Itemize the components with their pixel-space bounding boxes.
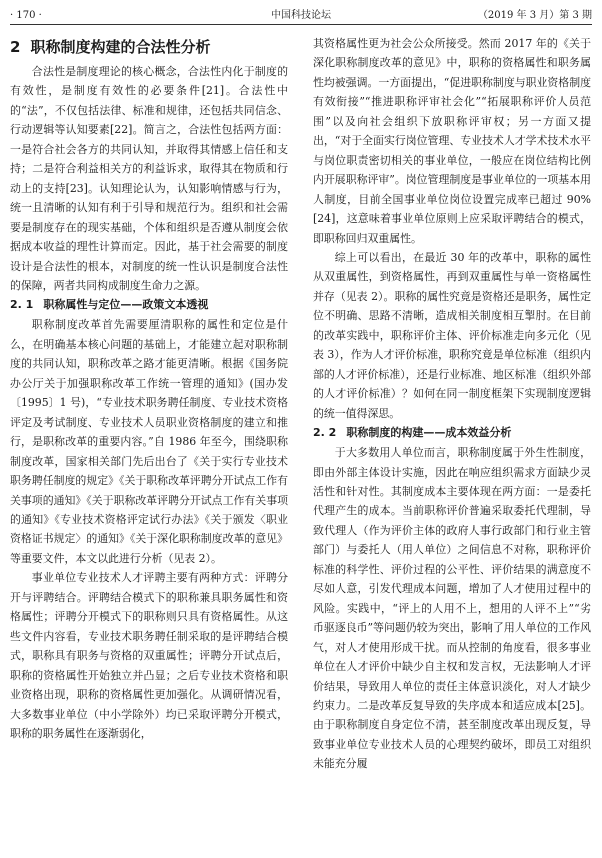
subsection-title: 职称制度的构建——成本效益分析 (346, 426, 512, 440)
journal-name: 中国科技论坛 (271, 10, 331, 21)
issue-info: （2019 年 3 月）第 3 期 (477, 10, 592, 21)
paragraph-evaluation-modes: 事业单位专业技术人才评聘主要有两种方式：评聘分开与评聘结合。评聘结合模式下的职称兼具职务属性和资格属性；评聘分开模式下的职称则只具有资格属性。从这些文件内容看，专业技术职务聘任制采取的是评聘结合模式，职称具有职务与资格的双重属性；评聘分开试点后，职称的资格属性开始独立并凸显；之后专业技术资格和职业资格出现，职称的资格属性更加强化。从调研情况看，大多数事业单位（中小学除外）均已采取评聘分开模式，职称的职务属性在逐渐弱化， (10, 571, 288, 740)
page-number: · 170 · (10, 10, 42, 21)
right-column (313, 34, 591, 854)
subsection-heading-2-2 (313, 423, 591, 443)
paragraph-policy-texts: 职称制度改革首先需要厘清职称的属性和定位是什么，在明确基本核心问题的基础上，才能建立起对职称制度的共同认知，职称改革之路才能更清晰。根据《国务院办公厅关于加强职称改革工作统一管理的通知》(国办发〔1995〕1 号)，“专业技术职务聘任制度、专业技术资格评定及考试制度、专业技术人员职业资格制度的建立和推行，是职称改革的重要内容。”自 1986 年至今，围绕职称制度改革，国家相关部门先后出台了《关于实行专业技术职务聘任制度的规定》《关于职称改革评聘分开试点工作有关事项的通知》《关于职称改革评聘分开试点工作有关事项的通知》《专业技术资格评定试行办法》《关于颁发〈职业资格证书规定〉的通知》《关于深化职称制度改革的意见》等重要文件，本文以此进行分析（见表 2）。 (10, 318, 288, 565)
left-column (10, 34, 288, 854)
paragraph-summary: 综上可以看出，在最近 30 年的改革中，职称的属性从双重属性，到资格属性，再到双重属性与单一资格属性并存（见表 2）。职称的属性究竟是资格还是职务，属性定位不明确、思路不清晰，造成相关制度相互掣肘。在目前的改革实践中，职称评价主体、评价标准走向多元化（见表 3），作为人才评价标准，职称究竟是单位标准（组织内部的人才评价标准），还是行业标准、地区标准（组织外部的人才评价标准）？如何在同一制度框架下实现制度逻辑的统一值得深思。 (313, 250, 591, 420)
section-number: 2 (10, 38, 21, 56)
subsection-number: 2. 1 (10, 298, 34, 312)
running-header (10, 8, 592, 25)
paragraph-cost-benefit: 于大多数用人单位而言，职称制度属于外生性制度，即由外部主体设计实施，因此在响应组织需求方面缺少灵活性和针对性。其制度成本主要体现在两方面：一是委托代理产生的成本。当前职称评价普遍采取委托代理制，导致代理人（作为评价主体的政府人事行政部门和行业主管部门）与委托人（用人单位）之间信息不对称，职称评价标准的科学性、评价过程的公平性、评价结果的满意度不尽如人意，引发代理成本问题，增加了人才使用过程中的风险。实践中，“评上的人用不上，想用的人评不上”“劣币驱逐良币”等问题仍较为突出，影响了用人单位的工作风气，对人才使用形成干扰。而从控制的角度看，很多事业单位在人才评价中缺少自主权和发言权，无法影响人才评价结果，导致用人单位的责任主体意识淡化，对人才缺少约束力。二是改革反复导致的失序成本和适应成本[25]。由于职称制度自身定位不清，甚至制度改革出现反复，导致事业单位专业技术人员的心理契约破坏，即员工对组织未能充分履 (313, 446, 591, 771)
section-title: 职称制度构建的合法性分析 (30, 38, 211, 56)
subsection-number: 2. 2 (313, 426, 337, 440)
paragraph-continued: 其资格属性更为社会公众所接受。然而 2017 年的《关于深化职称制度改革的意见》中，职称的资格属性和职务属性均被强调。一方面提出，“促进职称制度与职业资格制度有效衔接”“推进职称评审社会化”“拓展职称评价人员范围”以及向社会组织下放职称评审权；另一方面又提出，“对于全面实行岗位管理、专业技术人才学术技术水平与岗位职责密切相关的事业单位，一般应在岗位结构比例内开展职称评审”。岗位管理制度是事业单位的一项基本用人制度，目前全国事业单位岗位设置完成率已超过 90%[24]，这意味着事业单位原则上应采取评聘结合的模式，即职称回归双重属性。 (313, 37, 591, 245)
subsection-title: 职称属性与定位——政策文本透视 (43, 298, 209, 312)
section-heading (10, 36, 288, 58)
intro-paragraph: 合法性是制度理论的核心概念，合法性内化于制度的有效性，是制度有效性的必要条件[21]。合法性中的“法”，不仅包括法律、标准和规律，还包括共同信念、行动逻辑等认知要素[22]。简言之，合法性包括两方面：一是符合社会各方的共同认知，并取得其情感上信任和支持；二是符合利益相关方的利益诉求，取得其在物质和行动上的支持[23]。认知理论认为，认知影响情感与行为，统一且清晰的认知有利于引导和规范行为。组织和社会需要是制度存在的现实基础，个体和组织是否遵从制度会依据成本收益的理性计算而定。因此，基于社会需要的制度设计是合法性的根本，对制度的统一性认识是制度合法性的保障，两者共同构成制度生命力之源。 (10, 65, 288, 292)
subsection-heading-2-1 (10, 295, 288, 315)
